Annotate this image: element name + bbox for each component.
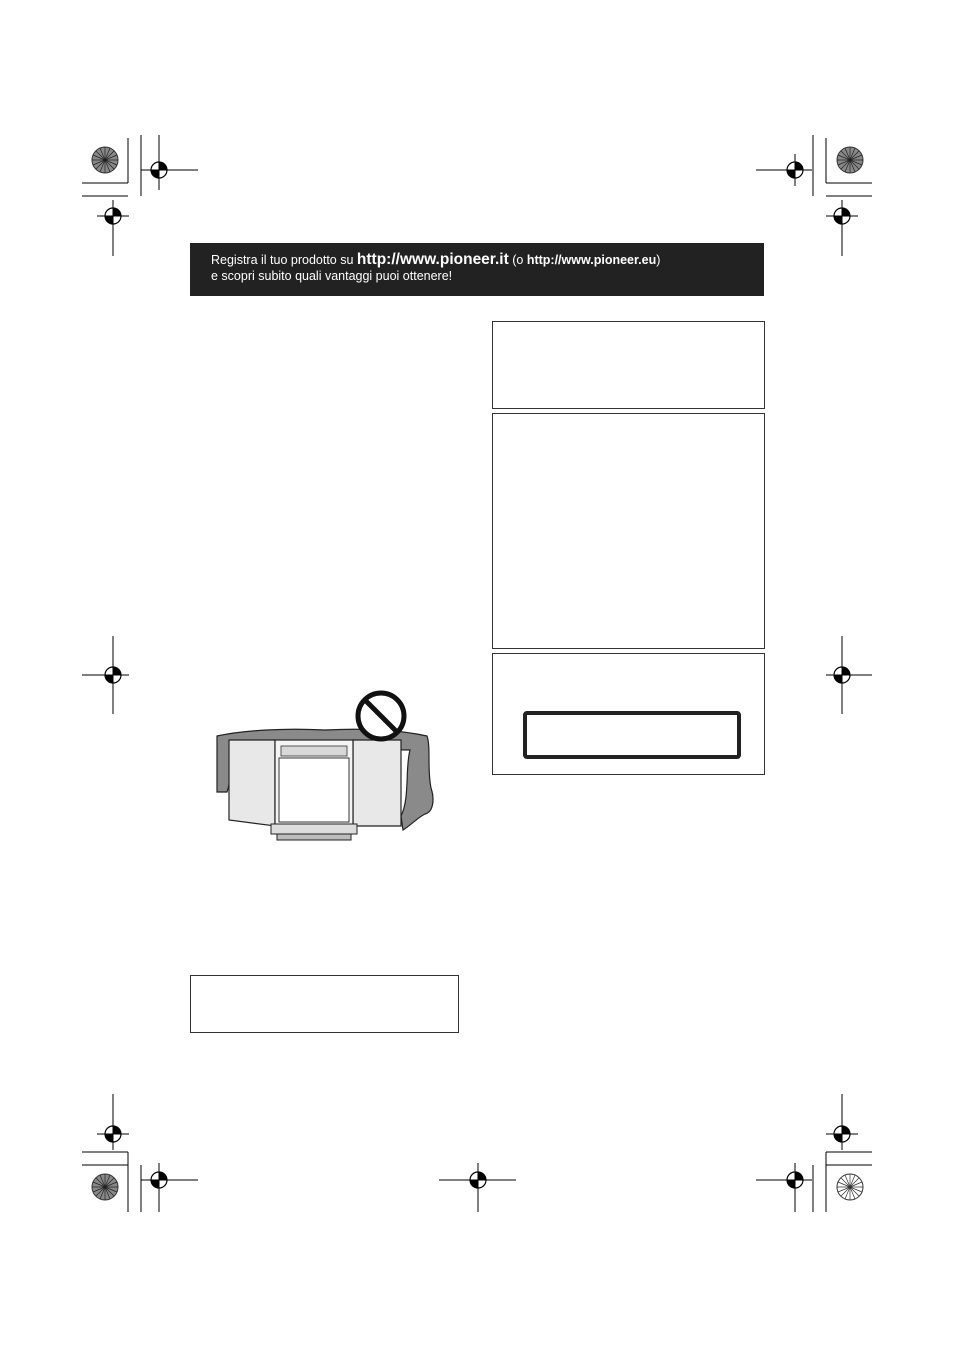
covered-stereo-prohibited-icon <box>205 688 445 848</box>
banner-paren-open: (o <box>508 253 527 267</box>
registration-banner <box>190 243 764 296</box>
banner-text: Registra il tuo prodotto su <box>211 253 357 267</box>
notice-box-top <box>492 321 765 409</box>
laser-label-box <box>492 653 765 775</box>
notice-box-bottom <box>190 975 459 1033</box>
banner-paren-close: ) <box>656 253 661 267</box>
notice-box-middle <box>492 413 765 649</box>
banner-line-2: e scopri subito quali vantaggi puoi ottenere! <box>211 269 453 283</box>
banner-line-1 <box>211 251 660 269</box>
prohibited-sign-icon <box>358 693 404 739</box>
pioneer-it-link[interactable]: http://www.pioneer.it <box>356 251 509 268</box>
pioneer-eu-link[interactable]: http://www.pioneer.eu <box>526 253 657 267</box>
laser-class-label <box>523 711 741 759</box>
